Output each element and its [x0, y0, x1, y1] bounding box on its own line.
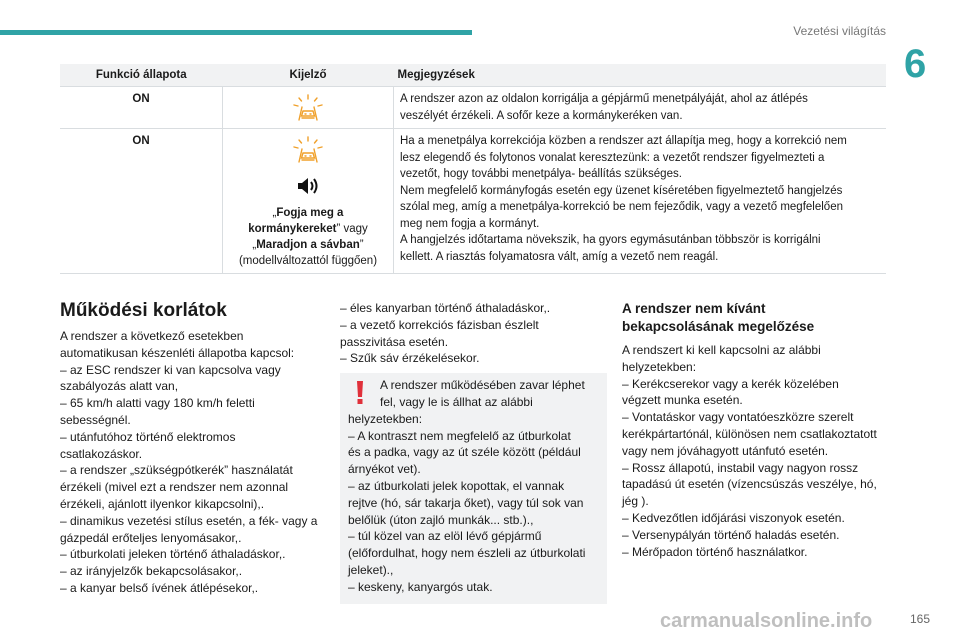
text-line: csatlakozáskor. [60, 446, 143, 461]
warning-line: – A kontraszt nem megfelelő az útburkolat [348, 428, 571, 443]
warning-line: árnyékot vet). [348, 462, 421, 477]
text-line: – a kanyar belső ívének átlépésekor,. [60, 580, 259, 595]
display-message-line: „Fogja meg a [272, 207, 344, 219]
warning-line: A rendszer működésében zavar léphet [380, 378, 585, 393]
chapter-number: 6 [904, 42, 927, 86]
warning-line: jeleket)., [348, 562, 394, 577]
text-line: – Szűk sáv érzékelésekor. [340, 351, 480, 366]
table-header-row [60, 64, 886, 87]
text-line: vagy nem jóváhagyott utánfutó esetén. [622, 443, 829, 458]
column-header: Kijelző [223, 64, 394, 87]
text-line: érzékeli (mivel ezt a rendszer nem azonnal [60, 480, 289, 495]
text-line: – a rendszer „szükségpótkerék” használatát [60, 463, 293, 478]
text-line: sebességnél. [60, 412, 131, 427]
warning-box [340, 373, 607, 603]
text-line: gázpedál erőteljes lenyomásakor,. [60, 530, 242, 545]
note-line: A hangjelzés időtartama növekszik, ha gyors egymásutánban többször is korrigálni [400, 234, 821, 246]
text-line: kerékpártartónál, különösen nem csatlakoztatott [622, 426, 877, 441]
function-status-cell: ON [60, 87, 223, 129]
exclamation-icon [356, 381, 364, 405]
note-line: vezetőt, hogy további menetpálya- beállítás szükséges. [400, 168, 682, 180]
text-line: – az irányjelzők bekapcsolásakor,. [60, 564, 243, 579]
display-message-line: kormánykereket” vagy [248, 223, 368, 235]
note-line: Nem megfelelő kormányfogás esetén egy üzenet kíséretében figyelmeztető hangjelzés [400, 184, 843, 197]
notes-cell [394, 129, 887, 274]
heading-line: A rendszer nem kívánt [622, 301, 766, 316]
watermark: carmanualsonline.info [660, 610, 873, 632]
warning-line: helyzetekben: [348, 411, 423, 426]
text-line: tapadású út esetén (vízencsúszás veszélye, hó, [622, 477, 877, 492]
section-title: Vezetési világítás [793, 24, 886, 38]
text-line: passzivitása esetén. [340, 334, 449, 349]
table-row [60, 87, 886, 129]
text-line: – dinamikus vezetési stílus esetén, a fék- vagy a [60, 513, 318, 528]
function-status-table [60, 64, 886, 274]
text-line: A rendszert ki kell kapcsolni az alábbi [622, 343, 821, 357]
notes-cell [394, 87, 887, 129]
section-heading [622, 300, 877, 336]
text-line: – Versenypályán történő haladás esetén. [622, 527, 840, 542]
display-cell [223, 129, 394, 274]
text-line: szabályozás alatt van, [60, 379, 179, 394]
sound-icon [295, 175, 321, 197]
text-line: – Vontatáskor vagy vontatóeszközre szerelt [622, 410, 854, 425]
note-line: szólal meg, amíg a menetpálya-korrekció be nem fejeződik, vagy a vezető megfelelően [400, 201, 843, 213]
right-column [622, 300, 877, 560]
note-line: Ha a menetpálya korrekciója közben a rendszer azt állapítja meg, hogy a korrekció nem [400, 135, 847, 147]
warning-line: fel, vagy le is állhat az alábbi [380, 394, 533, 409]
warning-line: (előfordulhat, hogy nem észleli az útburkolati [348, 546, 586, 561]
warning-line: és a padka, vagy az út széle között (például [348, 445, 581, 460]
note-line: meg nem fogja a kormányt. [400, 217, 540, 230]
note-line: kellett. A riasztás folyamatosra vált, amíg a vezető nem reagál. [400, 250, 719, 263]
text-line: – utánfutóhoz történő elektromos [60, 429, 236, 444]
text-line: – útburkolati jeleken történő áthaladáskor,. [60, 547, 286, 562]
text-line: – éles kanyarban történő áthaladáskor,. [340, 301, 551, 315]
column-header: Funkció állapota [60, 64, 223, 87]
page-number: 165 [909, 612, 930, 626]
table-row [60, 129, 886, 274]
note-line: veszélyét érzékeli. A sofőr keze a kormánykeréken van. [400, 109, 683, 122]
text-line: – Rossz állapotú, instabil vagy nagyon rossz [622, 460, 859, 475]
display-cell [223, 87, 394, 129]
text-line: jég ). [622, 494, 649, 509]
warning-line: – túl közel van az elöl lévő gépjármű [348, 529, 542, 544]
text-line: – Kerékcserekor vagy a kerék közelében [622, 376, 839, 391]
lane-keep-warning-icon [291, 93, 325, 123]
warning-line: belőlük (úton zajló munkák... stb.)., [348, 512, 534, 527]
display-message-line: (modellváltozattól függően) [238, 255, 378, 267]
function-status-cell: ON [60, 129, 223, 274]
text-line: érzékeli, ajánlott ilyenkor kikapcsolni),. [60, 496, 265, 511]
heading-line: bekapcsolásának megelőzése [622, 319, 815, 334]
warning-line: rejtve (hó, sár takarja őket), vagy túl sok van [348, 495, 584, 510]
lane-keep-warning-icon [291, 135, 325, 165]
text-line: – Mérőpadon történő használatkor. [622, 544, 808, 559]
text-line: automatikusan készenléti állapotba kapcsol: [60, 345, 295, 360]
text-line: helyzetekben: [622, 359, 697, 374]
header-accent-bar [0, 30, 472, 35]
left-column [60, 300, 317, 597]
section-heading: Működési korlátok [60, 300, 227, 321]
warning-line: – keskeny, kanyargós utak. [348, 579, 493, 594]
text-line: A rendszer a következő esetekben [60, 329, 244, 343]
text-line: – az ESC rendszer ki van kapcsolva vagy [60, 362, 281, 377]
text-line: végzett munka esetén. [622, 393, 743, 408]
text-line: – a vezető korrekciós fázisban észlelt [340, 317, 539, 332]
warning-line: – az útburkolati jelek kopottak, el vannak [348, 478, 565, 493]
text-line: – Kedvezőtlen időjárási viszonyok esetén. [622, 510, 845, 525]
column-header: Megjegyzések [394, 64, 887, 87]
middle-column [340, 300, 607, 604]
note-line: A rendszer azon az oldalon korrigálja a gépjármű menetpályáját, ahol az átlépés [400, 93, 808, 105]
text-line: – 65 km/h alatti vagy 180 km/h feletti [60, 396, 255, 411]
note-line: lesz elegendő és folytonos vonalat keresztezünk: a vezetőt rendszer figyelmezteti a [400, 151, 825, 164]
display-message-line: „Maradjon a sávban” [252, 239, 364, 251]
